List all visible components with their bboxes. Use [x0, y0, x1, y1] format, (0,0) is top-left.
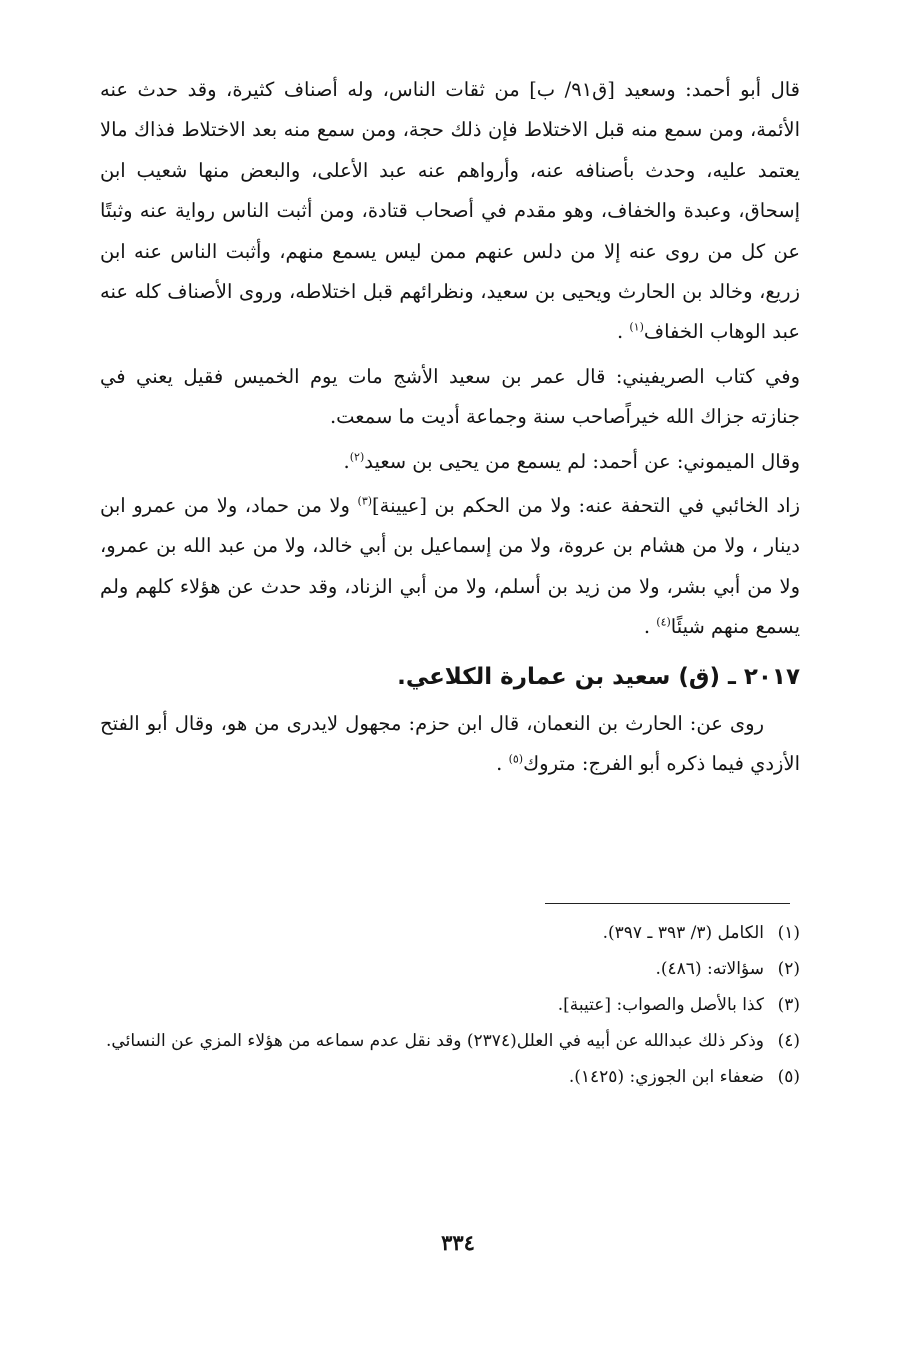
- footnote-number: (٢): [777, 959, 800, 979]
- footnote-divider: [545, 903, 790, 904]
- footnote-5: [100, 1059, 800, 1095]
- footnote-ref[interactable]: (٥): [508, 752, 524, 766]
- paragraph-tail: .: [343, 449, 350, 473]
- paragraph-text: وفي كتاب الصريفيني: قال عمر بن سعيد الأشج مات يوم الخميس فقيل يعني في جنازته جزاك الله خيراًصاحب سنة وجماعة أديت ما سمعت.: [100, 364, 800, 429]
- paragraph-text-cont: ولا من حماد، ولا من عمرو ابن دينار ، ولا من هشام بن عروة، ولا من إسماعيل بن أبي خالد، ولا من عبد الله بن عمرو، ولا من أبي بشر، ولا من زيد بن أسلم، ولا من أبي الزناد، وقد حدث عن هؤلاء كلهم ولم يسمع منهم شيئًا: [100, 494, 800, 639]
- footnote-number: (٥): [777, 1067, 800, 1087]
- paragraph-tail: .: [616, 320, 630, 344]
- footnote-number: (٤): [777, 1031, 800, 1051]
- main-text: [100, 70, 800, 785]
- footnote-ref[interactable]: (٤): [656, 615, 671, 629]
- paragraph-khaibi: [100, 486, 800, 648]
- paragraph-sarifini: [100, 357, 800, 438]
- footnote-text: وذكر ذلك عبدالله عن أبيه في العلل(٢٣٧٤) وقد نقل عدم سماعه من هؤلاء المزي عن النسائي.: [106, 1031, 764, 1051]
- paragraph-entry: [100, 704, 800, 785]
- footnote-ref[interactable]: (١): [629, 320, 644, 334]
- footnote-ref[interactable]: (٣): [357, 494, 373, 508]
- footnote-text: ضعفاء ابن الجوزي: (١٤٢٥).: [568, 1067, 764, 1087]
- footnotes: [100, 915, 800, 1095]
- paragraph-tail: .: [643, 615, 657, 639]
- paragraph-text: روى عن: الحارث بن النعمان، قال ابن حزم: مجهول لايدرى من هو، وقال أبو الفتح الأزدي فيما ذكره أبو الفرج: متروك: [100, 711, 800, 776]
- paragraph-text: زاد الخائبي في التحفة عنه: ولا من الحكم بن [عيينة]: [372, 494, 800, 518]
- paragraph-text: قال أبو أحمد: وسعيد [ق٩١/ ب] من ثقات الناس، وله أصناف كثيرة، وقد حدث عنه الأئمة، ومن سمع منه قبل الاختلاط فإن ذلك حجة، ومن سمع منه بعد الاختلاط فذاك مالا يعتمد عليه، وحدث بأصنافه عنه، وأرواهم عنه عبد الأعلى، والبعض منها شعيب ابن إسحاق، وعبدة والخفاف، وهو مقدم في أصحاب قتادة، ومن أثبت الناس رواية عنه وثبتًا عن كل من روى عنه إلا من دلس عنهم ممن ليس يسمع منهم، وأثبت الناس عنه ابن زريع، وخالد بن الحارث ويحيى بن سعيد، ونظرائهم قبل اختلاطه، وروى الأصناف كله عنه عبد الوهاب الخفاف: [100, 78, 800, 344]
- footnote-ref[interactable]: (٢): [349, 450, 365, 464]
- footnote-text: سؤالاته: (٤٨٦).: [655, 959, 764, 979]
- footnote-2: [100, 951, 800, 987]
- entry-heading: ٢٠١٧ ـ (ق) سعيد بن عمارة الكلاعي.: [397, 663, 800, 690]
- paragraph-abu-ahmad: [100, 70, 800, 353]
- footnote-text: الكامل (٣/ ٣٩٣ ـ ٣٩٧).: [602, 923, 764, 943]
- footnote-4: [100, 1023, 800, 1059]
- footnote-1: [100, 915, 800, 951]
- paragraph-maymuni: [100, 442, 800, 482]
- footnote-number: (٣): [777, 995, 800, 1015]
- paragraph-text: وقال الميموني: عن أحمد: لم يسمع من يحيى بن سعيد: [364, 449, 800, 473]
- footnote-number: (١): [777, 923, 800, 943]
- paragraph-tail: .: [496, 752, 509, 776]
- footnote-text: كذا بالأصل والصواب: [عتيبة].: [557, 995, 764, 1015]
- page-number: ٣٣٤: [441, 1230, 475, 1255]
- footnote-3: [100, 987, 800, 1023]
